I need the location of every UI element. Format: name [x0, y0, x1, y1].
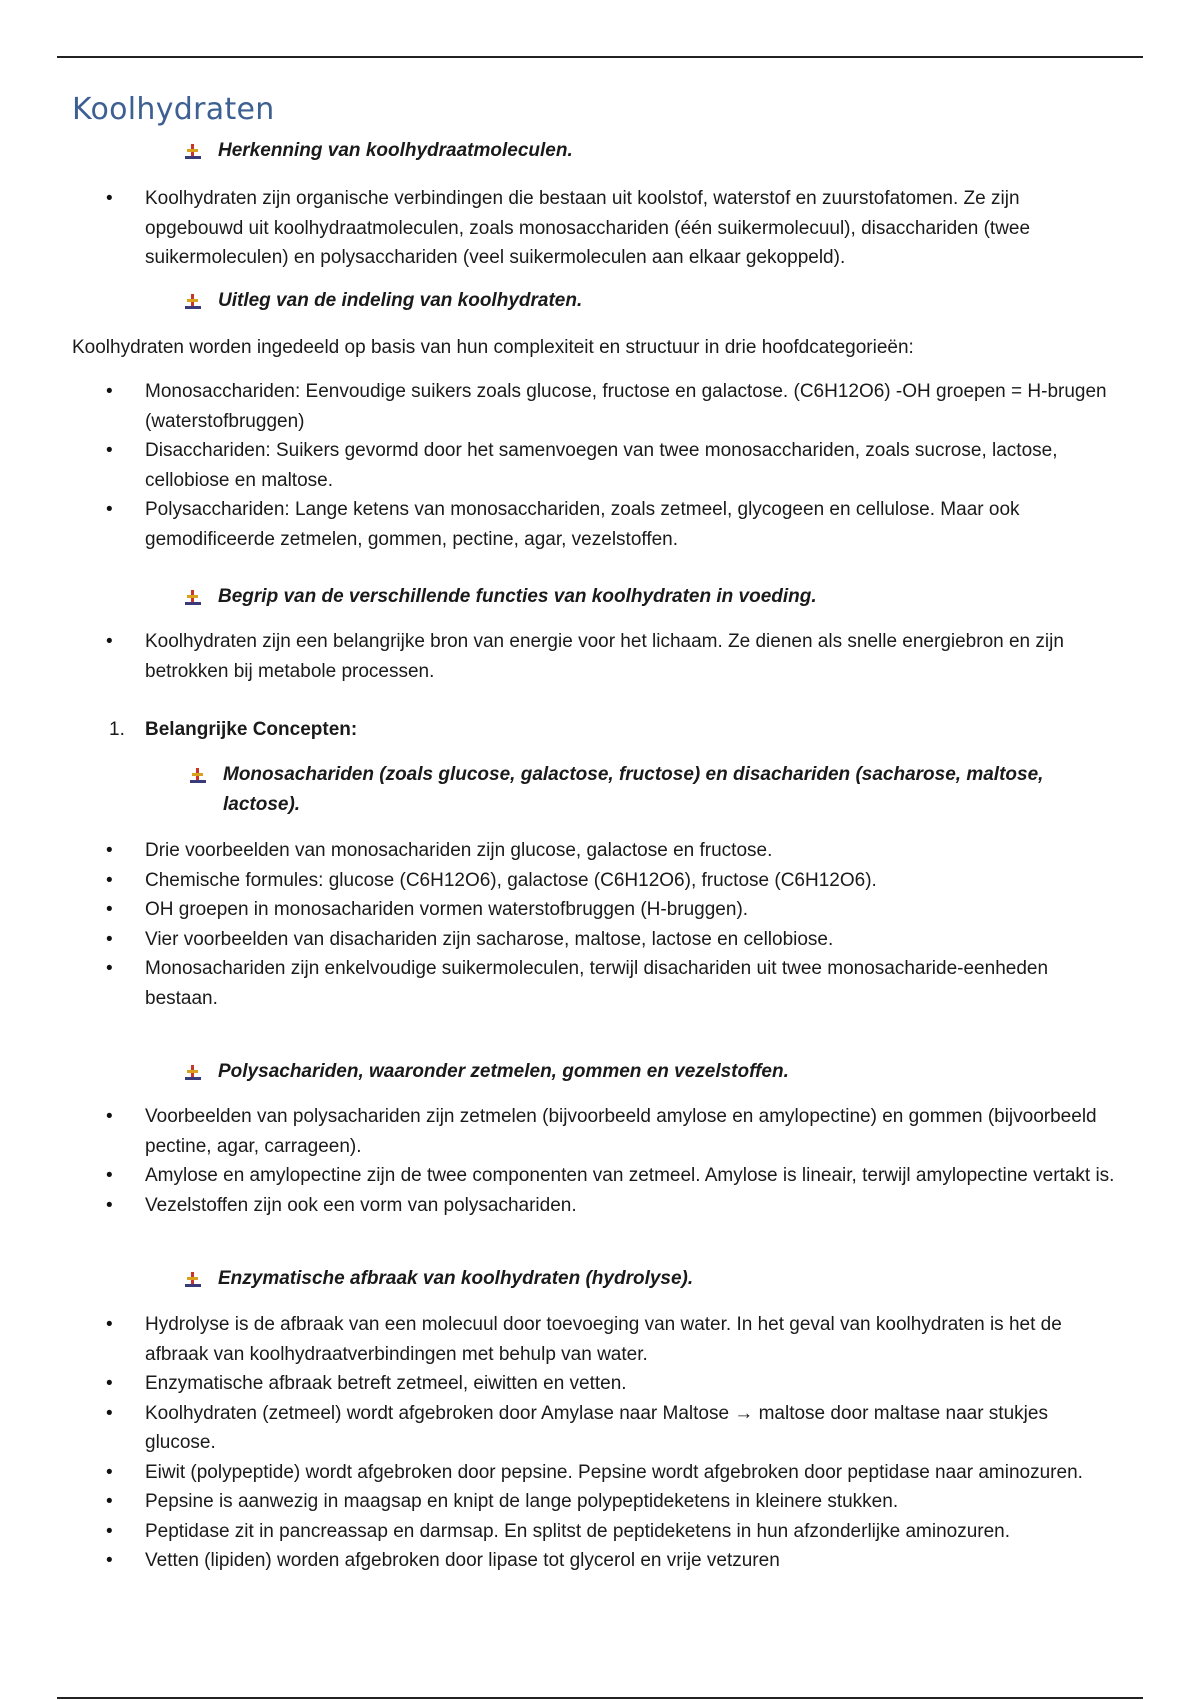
list-item: • Vetten (lipiden) worden afgebroken door lipase tot glycerol en vrije vetzuren — [0, 1546, 1200, 1576]
list-item: • Chemische formules: glucose (C6H12O6), galactose (C6H12O6), fructose (C6H12O6). — [0, 866, 1200, 896]
section-heading — [182, 1057, 1122, 1087]
list-item: • Vier voorbeelden van disachariden zijn sacharose, maltose, lactose en cellobiose. — [0, 925, 1200, 955]
list-item: • Peptidase zit in pancreassap en darmsap. En splitst de peptideketens in hun afzonderlijke aminozuren. — [0, 1517, 1200, 1547]
section-heading-text: Enzymatische afbraak van koolhydraten (hydrolyse). — [218, 1268, 694, 1289]
plus-arrow-icon — [182, 290, 204, 312]
bullet-list — [0, 1102, 1200, 1220]
paragraph: Koolhydraten worden ingedeeld op basis van hun complexiteit en structuur in drie hoofdcategorieën: — [72, 337, 914, 358]
list-item: • Monosacchariden: Eenvoudige suikers zoals glucose, fructose en galactose. (C6H12O6) -OH groepen = H-brugen (waterstofbruggen) — [0, 377, 1200, 436]
plus-arrow-icon — [182, 1268, 204, 1290]
list-item: • Eiwit (polypeptide) wordt afgebroken door pepsine. Pepsine wordt afgebroken door peptidase naar aminozuren. — [0, 1458, 1200, 1488]
section-heading — [187, 760, 1067, 820]
list-item: • Koolhydraten zijn een belangrijke bron van energie voor het lichaam. Ze dienen als snelle energiebron en zijn betrokken bij metabole processen. — [0, 627, 1200, 686]
section-heading — [182, 136, 1122, 166]
header-rule — [57, 56, 1143, 58]
list-item: • Hydrolyse is de afbraak van een molecuul door toevoeging van water. In het geval van koolhydraten is het de afbraak van koolhydraatverbindingen met behulp van water. — [0, 1310, 1200, 1369]
numbered-label: Belangrijke Concepten: — [145, 719, 358, 740]
plus-arrow-icon — [182, 140, 204, 162]
plus-arrow-icon — [182, 1061, 204, 1083]
page-title: Koolhydraten — [72, 92, 275, 127]
list-item: • Koolhydraten zijn organische verbindingen die bestaan uit koolstof, waterstof en zuurstofatomen. Ze zijn opgebouwd uit koolhydraatmoleculen, zoals monosacchariden (één suikermolecuul), disacchariden (twee suikermoleculen) en polysacchariden (veel suikermoleculen aan elkaar gekoppeld). — [0, 184, 1200, 273]
section-heading — [182, 1264, 1122, 1294]
list-item: • Amylose en amylopectine zijn de twee componenten van zetmeel. Amylose is lineair, terwijl amylopectine vertakt is. — [0, 1161, 1200, 1191]
list-number: 1. — [109, 719, 125, 740]
section-heading — [182, 286, 1122, 316]
bullet-list — [0, 836, 1200, 1013]
section-heading-text: Herkenning van koolhydraatmoleculen. — [218, 140, 573, 161]
list-item: • OH groepen in monosachariden vormen waterstofbruggen (H-bruggen). — [0, 895, 1200, 925]
bullet-list — [0, 184, 1200, 273]
section-heading-text: Monosachariden (zoals glucose, galactose, fructose) en disachariden (sacharose, maltose, lactose). — [223, 764, 1044, 815]
plus-arrow-icon — [182, 586, 204, 608]
list-item: • Pepsine is aanwezig in maagsap en knipt de lange polypeptideketens in kleinere stukken. — [0, 1487, 1200, 1517]
plus-arrow-icon — [187, 764, 209, 786]
bullet-list — [0, 377, 1200, 554]
list-item: • Enzymatische afbraak betreft zetmeel, eiwitten en vetten. — [0, 1369, 1200, 1399]
footer-rule — [57, 1697, 1143, 1699]
bullet-list — [0, 1310, 1200, 1576]
section-heading-text: Begrip van de verschillende functies van koolhydraten in voeding. — [218, 586, 817, 607]
list-item: • Polysacchariden: Lange ketens van monosacchariden, zoals zetmeel, glycogeen en cellulose. Maar ook gemodificeerde zetmelen, gommen, pectine, agar, vezelstoffen. — [0, 495, 1200, 554]
section-heading — [182, 582, 1122, 612]
list-item: • Monosachariden zijn enkelvoudige suikermoleculen, terwijl disachariden uit twee monosacharide-eenheden bestaan. — [0, 954, 1200, 1013]
bullet-list — [0, 627, 1200, 686]
list-item: • Drie voorbeelden van monosachariden zijn glucose, galactose en fructose. — [0, 836, 1200, 866]
section-heading-text: Polysachariden, waaronder zetmelen, gommen en vezelstoffen. — [218, 1061, 789, 1082]
list-item: • Koolhydraten (zetmeel) wordt afgebroken door Amylase naar Maltose → maltose door maltase naar stukjes glucose. — [0, 1399, 1200, 1458]
list-item: • Disacchariden: Suikers gevormd door het samenvoegen van twee monosacchariden, zoals sucrose, lactose, cellobiose en maltose. — [0, 436, 1200, 495]
list-item: • Voorbeelden van polysachariden zijn zetmelen (bijvoorbeeld amylose en amylopectine) en gommen (bijvoorbeeld pectine, agar, carrageen). — [0, 1102, 1200, 1161]
list-item: • Vezelstoffen zijn ook een vorm van polysachariden. — [0, 1191, 1200, 1221]
section-heading-text: Uitleg van de indeling van koolhydraten. — [218, 290, 583, 311]
